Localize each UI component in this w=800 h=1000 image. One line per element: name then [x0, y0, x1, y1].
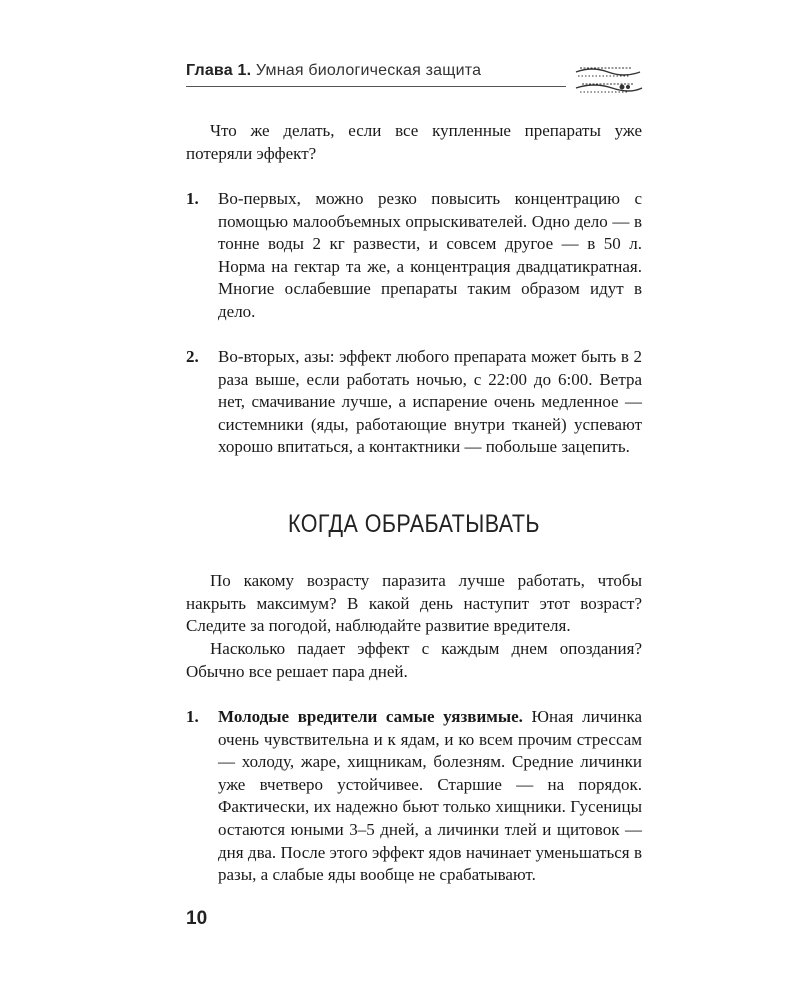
list-item — [186, 188, 642, 324]
list-item-number: 1. — [186, 189, 199, 208]
running-header-text — [186, 62, 481, 80]
section-paragraph: По какому возрасту паразита лучше работать, чтобы накрыть максимум? В какой день наступит этот возраст? Следите за погодой, наблюдайте развитие вредителя. — [186, 571, 642, 636]
list-item — [186, 706, 642, 887]
list-item-rest: Юная личинка очень чувствительна и к ядам, и ко всем прочим стрессам — холоду, жаре, хищникам, болезням. Средние личинки уже вчетверо устойчивее. Старшие — на порядок. Фактически, их надежно бьют только хищники. Гусеницы остаются юными 3–5 дней, а личинки тлей и щитовок — дня два. После этого эффект ядов начинает уменьшаться в разы, а слабые яды вообще не срабатывают. — [218, 707, 642, 885]
section-paragraph: Насколько падает эффект с каждым днем опоздания? Обычно все решает пара дней. — [186, 639, 642, 681]
page-number: 10 — [186, 908, 208, 929]
list-item-number: 2. — [186, 347, 199, 366]
chapter-label: Глава 1. — [186, 62, 252, 79]
list-item — [186, 346, 642, 459]
list-item-lead: Молодые вредители самые уязвимые. — [218, 707, 523, 726]
header-rule — [186, 86, 566, 87]
intro-paragraph: Что же делать, если все купленные препараты уже потеряли эффект? — [186, 121, 642, 163]
list-item-text: Во-вторых, азы: эффект любого препарата может быть в 2 раза выше, если работать ночью, с 22:00 до 6:00. Ветра нет, смачивание лучше, а испарение очень медленное — системники (яды, работающие внутри тканей) успевают хорошо впитаться, а контактники — побольше зацепить. — [218, 347, 642, 457]
list-item-number: 1. — [186, 707, 199, 726]
list-item-text: Во-первых, можно резко повысить концентрацию с помощью малообъемных опрыскивателей. Одно дело — в тонне воды 2 кг развести, и совсем другое — в 50 л. Норма на гектар та же, а концентрация двадцатикратная. Многие ослабевшие препараты таким образом идут в дело. — [218, 189, 642, 321]
section-heading: КОГДА ОБРАБАТЫВАТЬ — [288, 510, 540, 538]
list-item-text — [218, 706, 642, 887]
header-ornament-icon — [572, 58, 644, 100]
chapter-title: Умная биологическая защита — [255, 62, 482, 79]
